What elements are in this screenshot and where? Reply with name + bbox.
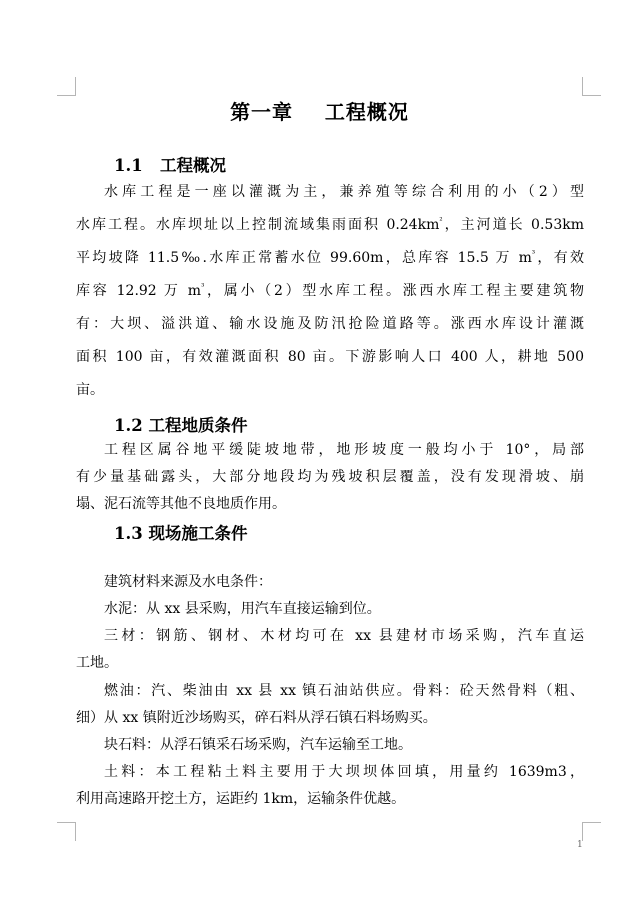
paragraph-line: 细）从 xx 镇附近沙场购买，碎石料从浮石镇石料场购买。 <box>76 710 437 726</box>
paragraph-line: 水库工程是一座以灌溉为主，兼养殖等综合利用的小（2）型 <box>104 184 584 200</box>
text-run: 水库工程。水库坝址以上控制流域集雨面积 0.24km <box>76 217 440 233</box>
paragraph-line: 亩。 <box>76 382 104 398</box>
paragraph-line: 面积 100 亩，有效灌溉面积 80 亩。下游影响人口 400 人，耕地 500 <box>76 349 584 365</box>
paragraph-line: 塌、泥石流等其他不良地质作用。 <box>76 496 286 512</box>
paragraph-line: 块石料：从浮石镇采石场采购，汽车运输至工地。 <box>104 737 412 753</box>
text-run: ，主河道长 0.53km <box>442 217 584 233</box>
superscript: ³ <box>201 282 205 291</box>
paragraph-line: 工地。 <box>76 655 118 671</box>
section-heading-1-1: 1.1 工程概况 <box>114 156 226 175</box>
paragraph-line: 有少量基础露头，大部分地段均为残坡积层覆盖，没有发现滑坡、崩 <box>76 469 584 485</box>
superscript: ² <box>439 216 443 225</box>
paragraph-line: 土料：本工程粘土料主要用于大坝坝体回填，用量约 1639m3， <box>104 764 584 780</box>
crop-mark-top-left <box>57 77 76 96</box>
paragraph-line: 有：大坝、溢洪道、输水设施及防汛抢险道路等。涨西水库设计灌溉 <box>76 316 584 332</box>
crop-mark-bottom-right <box>582 822 601 841</box>
paragraph-line: 工程区属谷地平缓陡坡地带，地形坡度一般均小于 10°，局部 <box>104 442 584 458</box>
crop-mark-top-right <box>582 77 601 96</box>
section-heading-1-2: 1.2 工程地质条件 <box>114 416 248 435</box>
page-number: 1 <box>577 840 583 850</box>
paragraph-line: 利用高速路开挖土方，运距约 1km，运输条件优越。 <box>76 791 406 807</box>
paragraph-line: 建筑材料来源及水电条件： <box>104 574 272 590</box>
text-run: ，属小（2）型水库工程。涨西水库工程主要建筑物 <box>204 283 584 299</box>
paragraph-line: 燃油：汽、柴油由 xx 县 xx 镇石油站供应。骨料：砼天然骨料（粗、 <box>104 683 584 699</box>
paragraph-line: 水泥：从 xx 县采购，用汽车直接运输到位。 <box>104 601 381 617</box>
paragraph-line: 三材：钢筋、钢材、木材均可在 xx 县建材市场采购，汽车直运 <box>104 628 584 644</box>
superscript: ³ <box>531 249 536 258</box>
paragraph-line <box>76 248 584 268</box>
paragraph-line <box>76 281 584 301</box>
text-run: 库容 12.92 万 m <box>76 283 202 299</box>
section-heading-1-3: 1.3 现场施工条件 <box>114 524 248 543</box>
crop-mark-bottom-left <box>57 822 76 841</box>
text-run: 平均坡降 11.5‰.水库正常蓄水位 99.60m，总库容 15.5 万 m <box>76 250 532 266</box>
chapter-title: 第一章 工程概况 <box>230 100 409 124</box>
paragraph-line <box>76 215 584 235</box>
text-run: ，有效 <box>535 250 584 266</box>
